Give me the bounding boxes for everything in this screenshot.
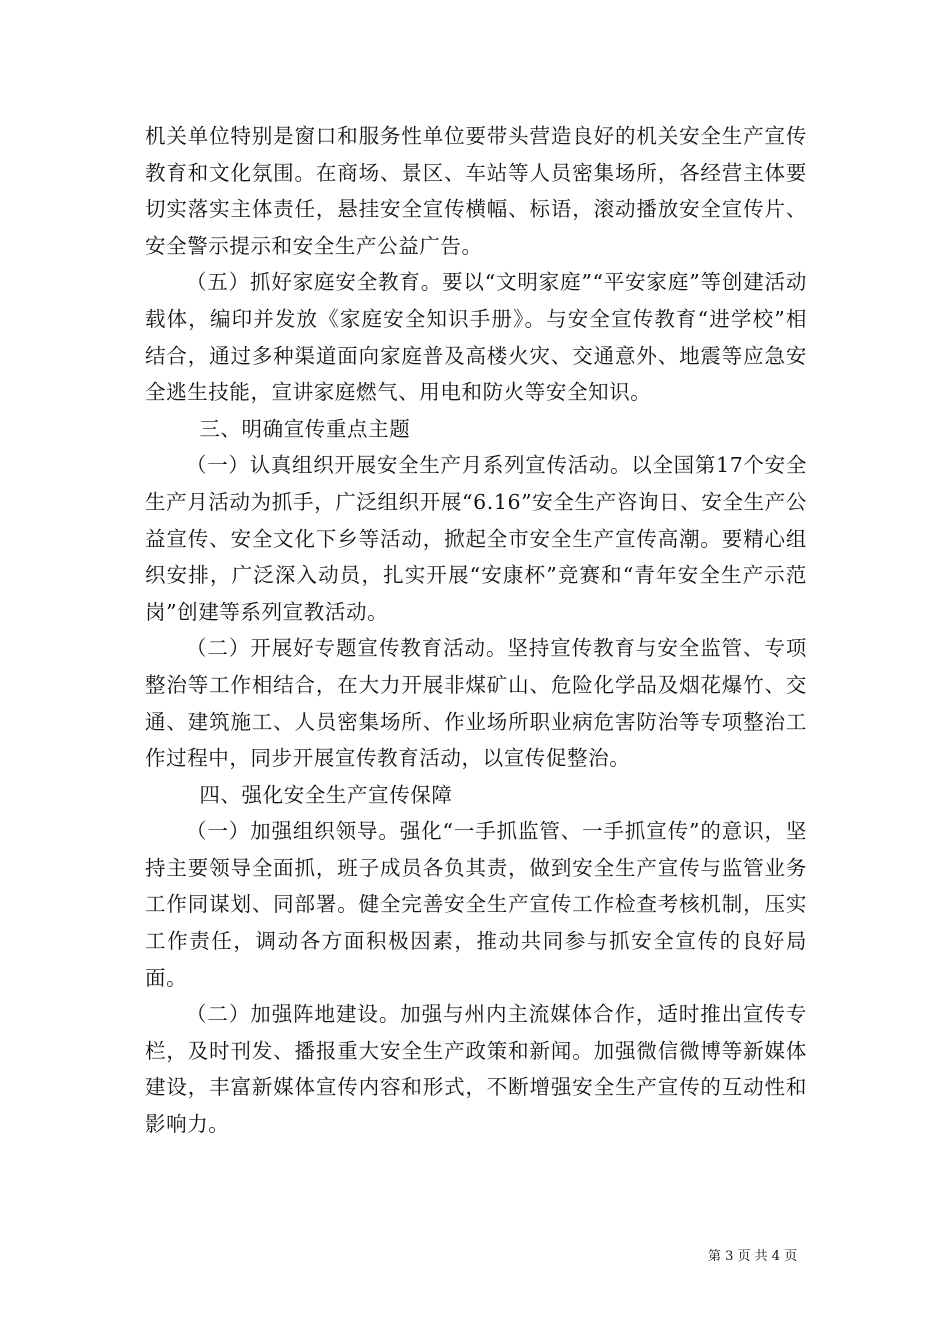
paragraph-safety-month: （一）认真组织开展安全生产月系列宣传活动。以全国第17个安全生产月活动为抓手，广泛组织开展“6.16”安全生产咨询日、安全生产公益宣传、安全文化下乡等活动，掀起全市安全生产宣传高潮。要精心组织安排，广泛深入动员，扎实开展“安康杯”竞赛和“青年安全生产示范岗”创建等系列宣教活动。 bbox=[145, 453, 807, 624]
paragraph-family-safety: （五）抓好家庭安全教育。要以“文明家庭”“平安家庭”等创建活动载体，编印并发放《家庭安全知识手册》。与安全宣传教育“进学校”相结合，通过多种渠道面向家庭普及高楼火灾、交通意外、地震等应急安全逃生技能，宣讲家庭燃气、用电和防火等安全知识。 bbox=[145, 270, 807, 405]
section-heading-4: 四、强化安全生产宣传保障 bbox=[199, 782, 453, 807]
section-heading-3: 三、明确宣传重点主题 bbox=[199, 416, 411, 441]
paragraph-media-building: （二）加强阵地建设。加强与州内主流媒体合作，适时推出宣传专栏，及时刊发、播报重大安全生产政策和新闻。加强微信微博等新媒体建设，丰富新媒体宣传内容和形式，不断增强安全生产宣传的互动性和影响力。 bbox=[145, 1002, 807, 1137]
paragraph-special-campaign: （二）开展好专题宣传教育活动。坚持宣传教育与安全监管、专项整治等工作相结合，在大力开展非煤矿山、危险化学品及烟花爆竹、交通、建筑施工、人员密集场所、作业场所职业病危害防治等专项整治工作过程中，同步开展宣传教育活动，以宣传促整治。 bbox=[145, 636, 807, 771]
document-body bbox=[145, 118, 807, 1143]
paragraph-leadership: （一）加强组织领导。强化“一手抓监管、一手抓宣传”的意识，坚持主要领导全面抓，班子成员各负其责，做到安全生产宣传与监管业务工作同谋划、同部署。健全完善安全生产宣传工作检查考核机制，压实工作责任，调动各方面积极因素，推动共同参与抓安全宣传的良好局面。 bbox=[145, 819, 807, 990]
page-number-footer: 第 3 页 共 4 页 bbox=[708, 1249, 798, 1264]
paragraph-continued: 机关单位特别是窗口和服务性单位要带头营造良好的机关安全生产宣传教育和文化氛围。在商场、景区、车站等人员密集场所，各经营主体要切实落实主体责任，悬挂安全宣传横幅、标语，滚动播放安全宣传片、安全警示提示和安全生产公益广告。 bbox=[145, 124, 807, 258]
